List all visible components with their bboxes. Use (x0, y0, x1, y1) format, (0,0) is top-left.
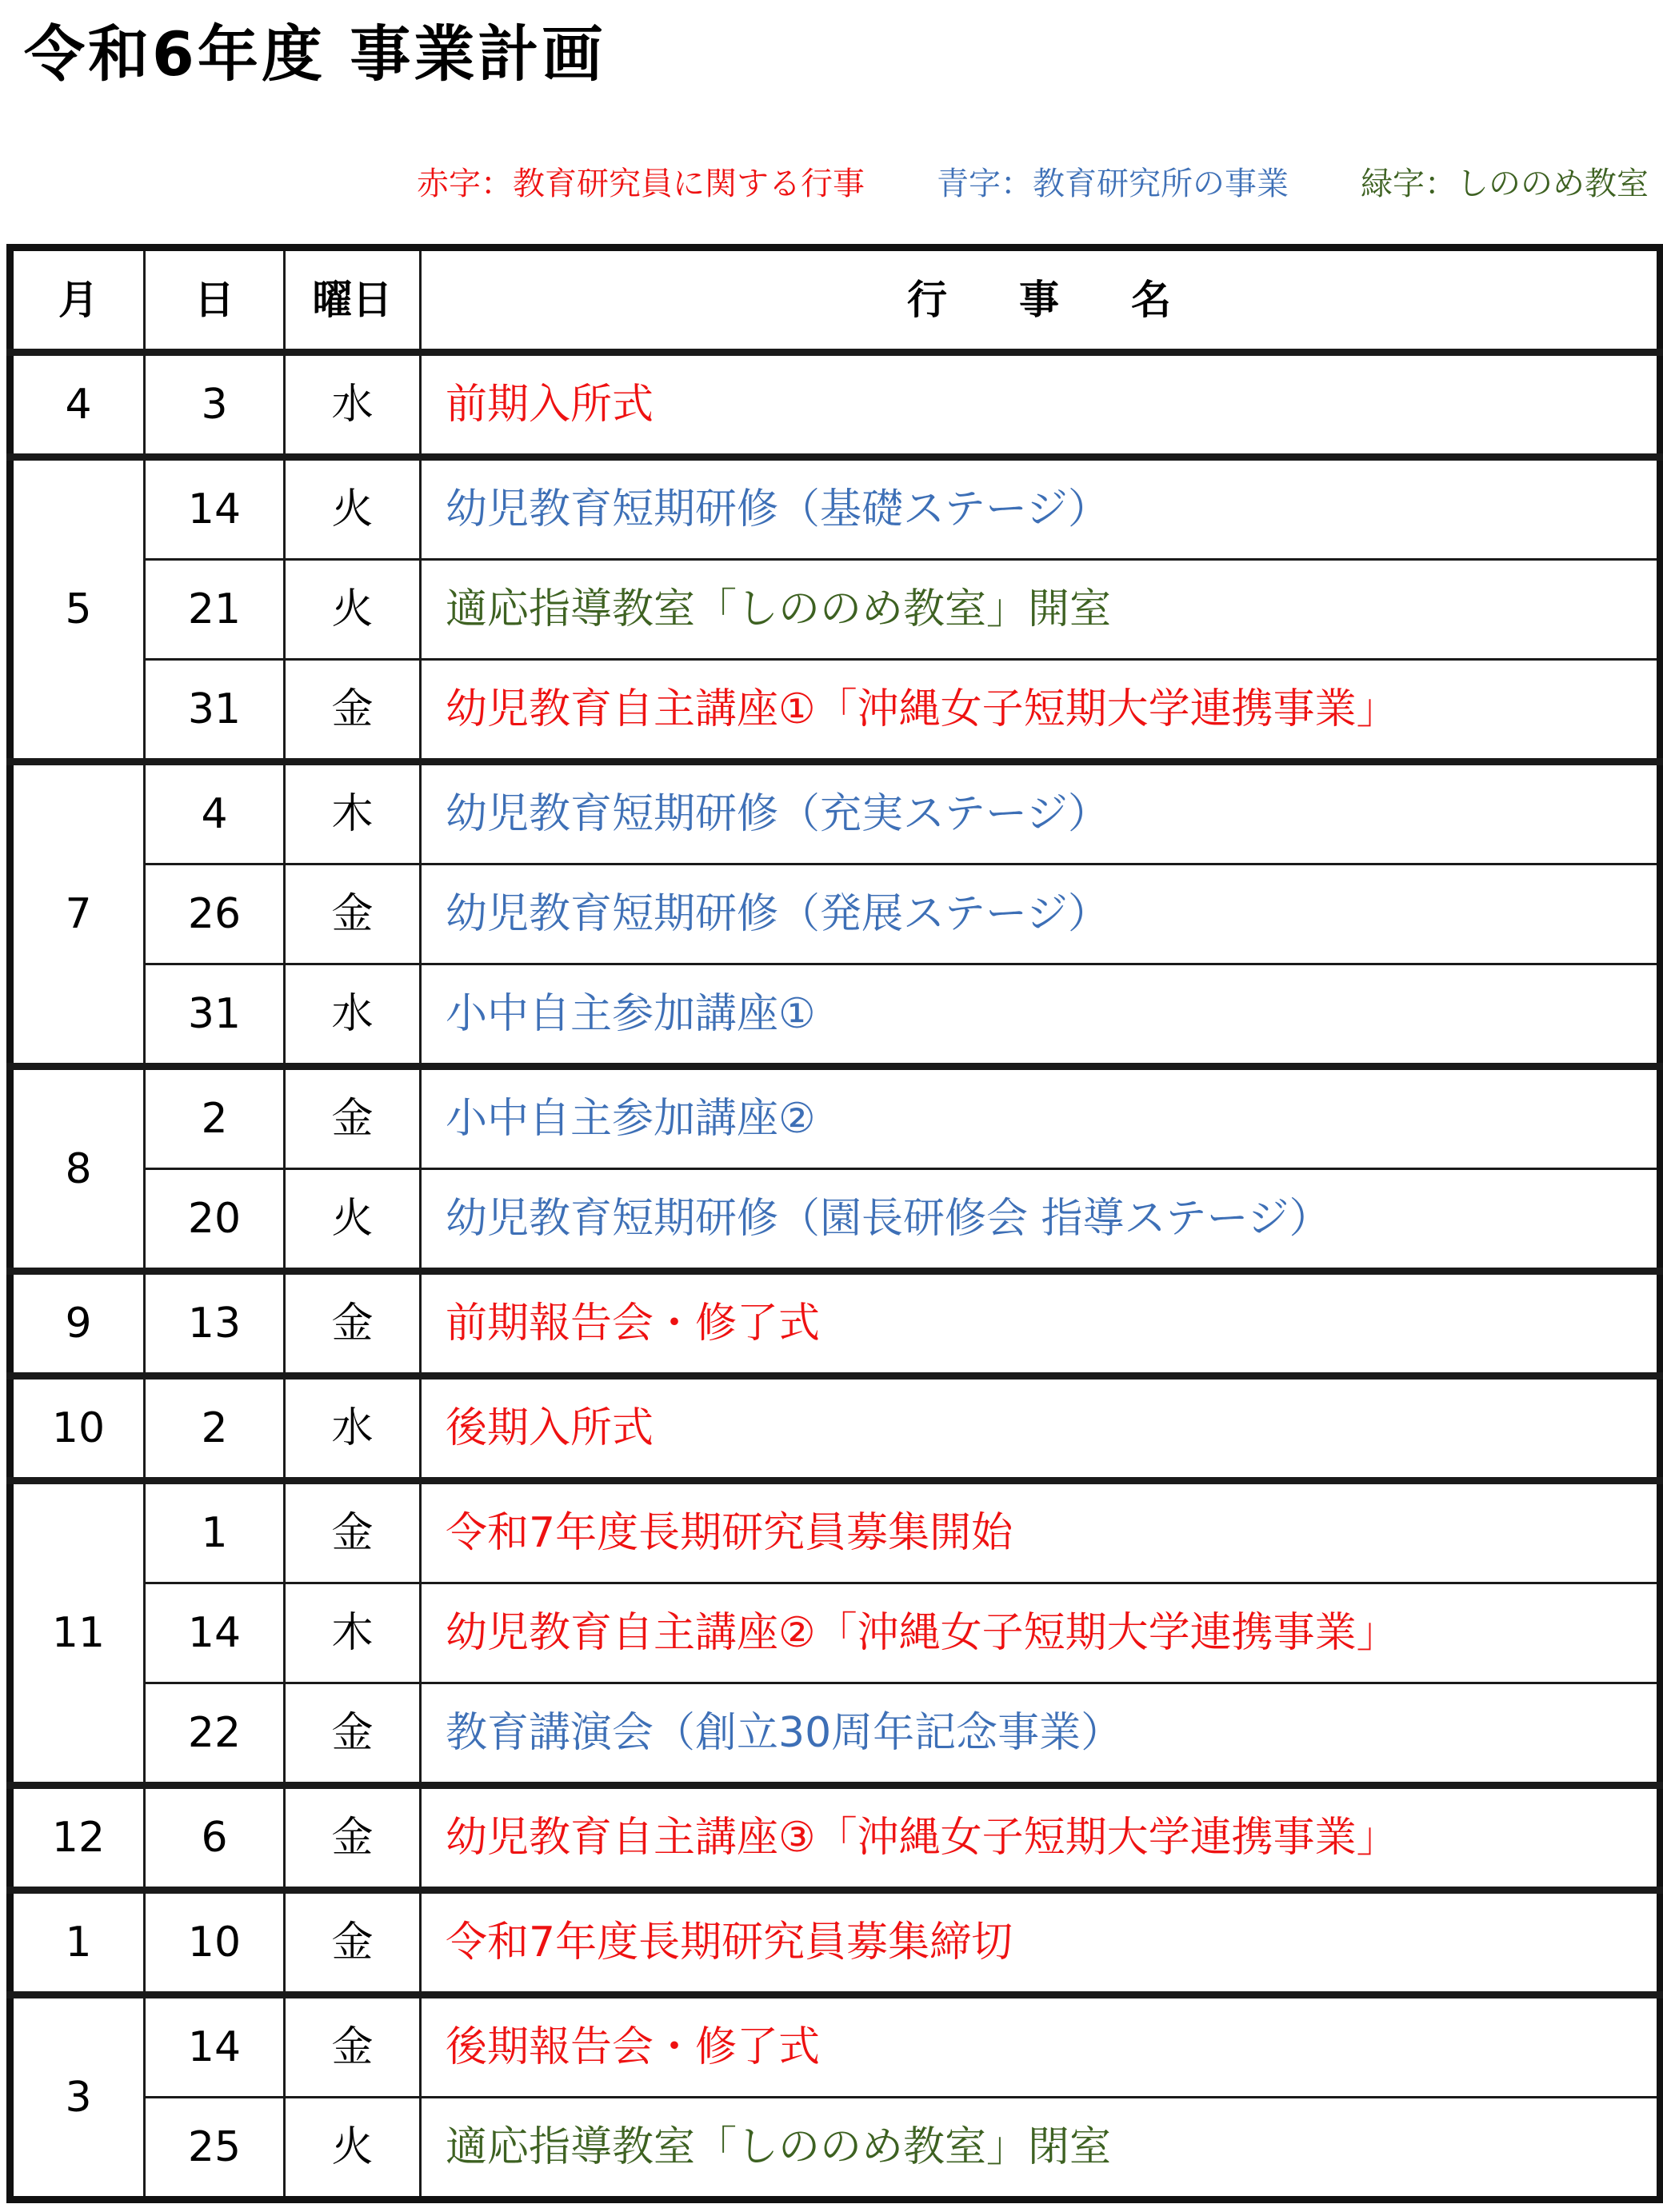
table-row (10, 1272, 1661, 1376)
day-cell: 2 (145, 1067, 285, 1169)
event-cell: 小中自主参加講座② (421, 1067, 1661, 1169)
schedule-table (6, 244, 1663, 2203)
legend-blue: 青字：教育研究所の事業 (937, 166, 1289, 202)
event-cell: 幼児教育短期研修（充実ステージ） (421, 762, 1661, 864)
event-cell: 前期入所式 (421, 353, 1661, 457)
month-cell: 11 (10, 1481, 145, 1786)
day-cell: 31 (145, 964, 285, 1067)
page-title: 令和6年度 事業計画 (24, 18, 606, 90)
weekday-cell: 水 (285, 353, 421, 457)
day-cell: 13 (145, 1272, 285, 1376)
table-row (10, 1067, 1661, 1169)
weekday-cell: 火 (285, 457, 421, 560)
schedule-body (10, 353, 1661, 2200)
day-cell: 22 (145, 1683, 285, 1786)
event-cell: 令和7年度長期研究員募集締切 (421, 1891, 1661, 1995)
legend-green: 緑字：しののめ教室 (1361, 166, 1649, 202)
weekday-cell: 火 (285, 2098, 421, 2200)
weekday-cell: 木 (285, 762, 421, 864)
weekday-cell: 金 (285, 1786, 421, 1891)
day-cell: 1 (145, 1481, 285, 1583)
day-cell: 2 (145, 1376, 285, 1481)
weekday-cell: 水 (285, 964, 421, 1067)
day-cell: 4 (145, 762, 285, 864)
weekday-cell: 火 (285, 560, 421, 660)
table-row (10, 1786, 1661, 1891)
legend-red: 赤字：教育研究員に関する行事 (417, 166, 865, 202)
event-cell: 幼児教育自主講座③「沖縄女子短期大学連携事業」 (421, 1786, 1661, 1891)
event-cell: 幼児教育短期研修（発展ステージ） (421, 864, 1661, 964)
weekday-cell: 火 (285, 1169, 421, 1272)
table-row (10, 2098, 1661, 2200)
table-row (10, 457, 1661, 560)
day-cell: 14 (145, 1583, 285, 1683)
table-row (10, 762, 1661, 864)
table-row (10, 353, 1661, 457)
table-row (10, 1583, 1661, 1683)
month-cell: 10 (10, 1376, 145, 1481)
day-cell: 3 (145, 353, 285, 457)
table-row (10, 1683, 1661, 1786)
event-cell: 幼児教育短期研修（園長研修会 指導ステージ） (421, 1169, 1661, 1272)
weekday-cell: 金 (285, 1995, 421, 2098)
event-cell: 適応指導教室「しののめ教室」開室 (421, 560, 1661, 660)
table-row (10, 1481, 1661, 1583)
event-cell: 後期入所式 (421, 1376, 1661, 1481)
weekday-cell: 金 (285, 1067, 421, 1169)
weekday-cell: 水 (285, 1376, 421, 1481)
event-cell: 後期報告会・修了式 (421, 1995, 1661, 2098)
event-cell: 適応指導教室「しののめ教室」閉室 (421, 2098, 1661, 2200)
day-cell: 31 (145, 660, 285, 762)
event-cell: 幼児教育自主講座①「沖縄女子短期大学連携事業」 (421, 660, 1661, 762)
month-cell: 3 (10, 1995, 145, 2200)
table-row (10, 864, 1661, 964)
header-row (10, 248, 1661, 353)
header-weekday: 曜日 (285, 248, 421, 353)
table-row (10, 1376, 1661, 1481)
day-cell: 10 (145, 1891, 285, 1995)
header-event: 行事名 (421, 248, 1661, 353)
month-cell: 1 (10, 1891, 145, 1995)
month-cell: 5 (10, 457, 145, 762)
day-cell: 14 (145, 1995, 285, 2098)
header-day: 日 (145, 248, 285, 353)
day-cell: 6 (145, 1786, 285, 1891)
weekday-cell: 金 (285, 864, 421, 964)
weekday-cell: 金 (285, 660, 421, 762)
table-row (10, 560, 1661, 660)
day-cell: 21 (145, 560, 285, 660)
month-cell: 7 (10, 762, 145, 1067)
month-cell: 9 (10, 1272, 145, 1376)
day-cell: 20 (145, 1169, 285, 1272)
weekday-cell: 金 (285, 1683, 421, 1786)
table-row (10, 1169, 1661, 1272)
event-cell: 幼児教育短期研修（基礎ステージ） (421, 457, 1661, 560)
event-cell: 令和7年度長期研究員募集開始 (421, 1481, 1661, 1583)
event-cell: 小中自主参加講座① (421, 964, 1661, 1067)
month-cell: 4 (10, 353, 145, 457)
table-row (10, 1995, 1661, 2098)
weekday-cell: 金 (285, 1481, 421, 1583)
month-cell: 12 (10, 1786, 145, 1891)
weekday-cell: 金 (285, 1891, 421, 1995)
weekday-cell: 木 (285, 1583, 421, 1683)
weekday-cell: 金 (285, 1272, 421, 1376)
event-cell: 前期報告会・修了式 (421, 1272, 1661, 1376)
month-cell: 8 (10, 1067, 145, 1272)
event-cell: 教育講演会（創立30周年記念事業） (421, 1683, 1661, 1786)
event-cell: 幼児教育自主講座②「沖縄女子短期大学連携事業」 (421, 1583, 1661, 1683)
table-row (10, 964, 1661, 1067)
day-cell: 25 (145, 2098, 285, 2200)
day-cell: 26 (145, 864, 285, 964)
day-cell: 14 (145, 457, 285, 560)
header-month: 月 (10, 248, 145, 353)
table-row (10, 660, 1661, 762)
color-legend (417, 168, 1649, 200)
table-row (10, 1891, 1661, 1995)
